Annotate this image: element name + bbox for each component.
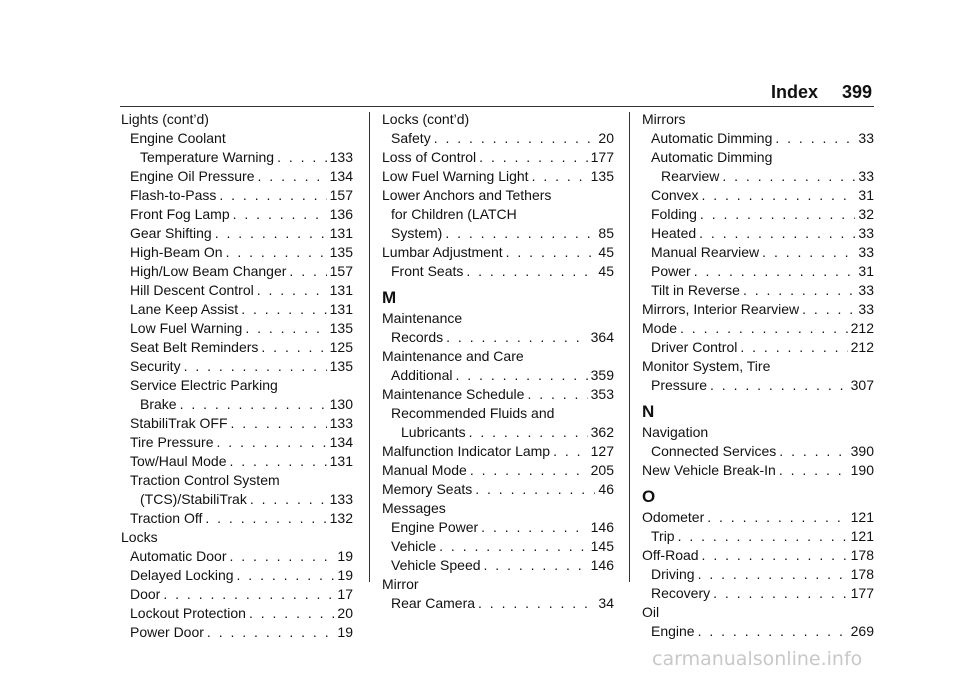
entry-label: Mirrors, Interior Rearview (642, 301, 800, 317)
entry-label: New Vehicle Break-In (642, 462, 776, 478)
entry-label: Hill Descent Control (130, 282, 254, 298)
index-heading: Locks (121, 529, 158, 545)
dot-leader (289, 262, 326, 281)
index-entry (121, 585, 353, 604)
entry-label: Engine Power (391, 519, 479, 535)
dot-leader (469, 423, 588, 442)
column-divider (369, 112, 370, 582)
dot-leader (702, 546, 848, 565)
entry-page-number: 212 (850, 339, 874, 355)
dot-leader (257, 281, 327, 300)
entry-page-number: 131 (329, 225, 353, 241)
index-entry (642, 186, 874, 205)
entry-page-number: 17 (337, 586, 353, 602)
entry-page-number: 132 (329, 510, 353, 526)
index-heading: Service Electric Parking (130, 377, 278, 393)
entry-label: Lockout Protection (130, 605, 246, 621)
entry-page-number: 133 (329, 149, 353, 165)
entry-page-number: 145 (590, 538, 614, 554)
dot-leader (553, 442, 588, 461)
entry-page-number: 177 (850, 585, 874, 601)
entry-page-number: 133 (329, 491, 353, 507)
index-entry (121, 452, 353, 471)
index-heading: Oil (642, 604, 660, 620)
index-heading: for Children (LATCH (391, 206, 517, 222)
dot-leader (445, 224, 595, 243)
index-heading: Navigation (642, 424, 709, 440)
entry-page-number: 33 (858, 282, 874, 298)
watermark: carmanualsonline.info (652, 648, 863, 670)
entry-label: Folding (651, 206, 697, 222)
index-entry (121, 414, 353, 433)
index-entry (121, 319, 353, 338)
entry-label: Manual Mode (382, 462, 467, 478)
entry-label: Off-Road (642, 547, 699, 563)
entry-page-number: 135 (329, 244, 353, 260)
index-entry (382, 243, 614, 262)
page-number: 399 (842, 82, 873, 102)
entry-label: Front Fog Lamp (130, 206, 230, 222)
entry-label: Memory Seats (382, 481, 473, 497)
entry-page-number: 20 (337, 605, 353, 621)
entry-label: Low Fuel Warning (130, 320, 243, 336)
index-entry (382, 366, 614, 385)
index-heading: Maintenance and Care (382, 348, 524, 364)
entry-page-number: 33 (858, 130, 874, 146)
entry-page-number: 131 (329, 453, 353, 469)
dot-leader (230, 452, 327, 471)
dot-leader (241, 300, 326, 319)
entry-label: Tow/Haul Mode (130, 453, 227, 469)
index-heading: Engine Coolant (130, 130, 226, 146)
index-entry (642, 262, 874, 281)
entry-label: Front Seats (391, 263, 464, 279)
index-entry (121, 167, 353, 186)
index-heading: Mirrors (642, 111, 686, 127)
dot-leader (439, 537, 587, 556)
index-entry (642, 527, 874, 546)
index-entry (642, 243, 874, 262)
entry-page-number: 121 (850, 509, 874, 525)
entry-label: Pressure (651, 377, 708, 393)
dot-leader (466, 262, 595, 281)
entry-label: Door (130, 586, 161, 602)
index-entry (642, 300, 874, 319)
index-entry (642, 338, 874, 357)
entry-page-number: 32 (858, 206, 874, 222)
dot-leader (722, 167, 855, 186)
index-entry (642, 319, 874, 338)
entry-page-number: 131 (329, 301, 353, 317)
index-entry (382, 167, 614, 186)
entry-label: Tilt in Reverse (651, 282, 740, 298)
index-entry (382, 556, 614, 575)
page-header (0, 82, 960, 106)
index-entry (642, 205, 874, 224)
index-heading: Mirror (382, 576, 419, 592)
dot-leader (701, 186, 855, 205)
entry-page-number: 178 (850, 547, 874, 563)
index-entry (642, 565, 874, 584)
index-column-2 (382, 110, 614, 613)
dot-leader (698, 622, 848, 641)
index-entry (642, 442, 874, 461)
entry-page-number: 45 (598, 244, 614, 260)
index-entry (382, 537, 614, 556)
entry-label: Recovery (651, 585, 711, 601)
dot-leader (710, 376, 848, 395)
entry-label: Malfunction Indicator Lamp (382, 443, 551, 459)
dot-leader (779, 442, 847, 461)
dot-leader (762, 243, 855, 262)
dot-leader (506, 243, 596, 262)
entry-page-number: 20 (598, 130, 614, 146)
dot-leader (434, 129, 596, 148)
dot-leader (249, 604, 334, 623)
entry-page-number: 178 (850, 566, 874, 582)
index-entry (642, 224, 874, 243)
entry-label: Driver Control (651, 339, 738, 355)
index-entry (382, 518, 614, 537)
entry-label: Power Door (130, 624, 204, 640)
entry-label: Low Fuel Warning Light (382, 168, 529, 184)
index-entry (121, 604, 353, 623)
section-title: Index (771, 82, 819, 102)
dot-leader (699, 224, 855, 243)
dot-leader (226, 243, 327, 262)
entry-page-number: 190 (850, 462, 874, 478)
dot-leader (470, 461, 588, 480)
index-entry (121, 547, 353, 566)
dot-leader (694, 262, 856, 281)
index-entry (642, 584, 874, 603)
dot-leader (680, 319, 848, 338)
index-entry (382, 224, 614, 243)
index-heading: Maintenance (382, 310, 463, 326)
entry-page-number: 390 (850, 443, 874, 459)
entry-label: Records (391, 329, 444, 345)
index-entry (121, 338, 353, 357)
dot-leader (475, 480, 595, 499)
dot-leader (180, 395, 327, 414)
entry-label: Power (651, 263, 691, 279)
index-entry (642, 546, 874, 565)
entry-page-number: 19 (337, 624, 353, 640)
index-entry (382, 594, 614, 613)
index-entry (121, 566, 353, 585)
entry-page-number: 135 (590, 168, 614, 184)
dot-leader (478, 594, 595, 613)
dot-leader (456, 366, 588, 385)
dot-leader (205, 509, 326, 528)
entry-page-number: 46 (598, 481, 614, 497)
dot-leader (163, 585, 334, 604)
entry-label: Automatic Door (130, 548, 227, 564)
dot-leader (802, 300, 855, 319)
header-rule (120, 106, 874, 107)
entry-page-number: 146 (590, 557, 614, 573)
entry-page-number: 269 (850, 623, 874, 639)
dot-leader (678, 527, 848, 546)
index-entry (121, 490, 353, 509)
entry-label: Maintenance Schedule (382, 386, 525, 402)
index-heading: Lights (cont’d) (121, 111, 209, 127)
dot-leader (743, 281, 855, 300)
index-entry (121, 224, 353, 243)
entry-page-number: 177 (590, 149, 614, 165)
entry-page-number: 157 (329, 263, 353, 279)
entry-label: Mode (642, 320, 678, 336)
index-entry (382, 385, 614, 404)
entry-label: Safety (391, 130, 431, 146)
index-column-3 (642, 110, 874, 641)
entry-page-number: 31 (858, 187, 874, 203)
index-entry (382, 148, 614, 167)
entry-label: Delayed Locking (130, 567, 234, 583)
entry-label: Temperature Warning (140, 149, 275, 165)
entry-label: High/Low Beam Changer (130, 263, 287, 279)
entry-label: Trip (651, 528, 675, 544)
dot-leader (261, 338, 326, 357)
entry-page-number: 135 (329, 320, 353, 336)
entry-page-number: 146 (590, 519, 614, 535)
index-column-1 (121, 110, 353, 642)
index-letter-heading: N (642, 402, 655, 421)
entry-page-number: 205 (590, 462, 614, 478)
index-heading: Traction Control System (130, 472, 280, 488)
index-entry (642, 281, 874, 300)
index-entry (382, 461, 614, 480)
index-heading: Lower Anchors and Tethers (382, 187, 552, 203)
index-letter-heading: O (642, 487, 656, 506)
entry-label: Flash-to-Pass (130, 187, 217, 203)
dot-leader (258, 167, 327, 186)
entry-label: Convex (651, 187, 699, 203)
entry-label: (TCS)/StabiliTrak (140, 491, 247, 507)
dot-leader (707, 508, 847, 527)
entry-label: Driving (651, 566, 695, 582)
entry-label: Rearview (661, 168, 720, 184)
entry-page-number: 353 (590, 386, 614, 402)
entry-page-number: 33 (858, 244, 874, 260)
entry-label: Seat Belt Reminders (130, 339, 259, 355)
dot-leader (700, 205, 856, 224)
index-entry (121, 395, 353, 414)
entry-page-number: 359 (590, 367, 614, 383)
index-entry (642, 129, 874, 148)
entry-page-number: 45 (598, 263, 614, 279)
index-entry (121, 262, 353, 281)
index-heading: Locks (cont’d) (382, 111, 470, 127)
entry-label: StabiliTrak OFF (130, 415, 228, 431)
index-entry (121, 186, 353, 205)
dot-leader (207, 623, 335, 642)
index-entry (121, 205, 353, 224)
dot-leader (231, 414, 327, 433)
index-heading: Recommended Fluids and (391, 405, 555, 421)
entry-page-number: 33 (858, 168, 874, 184)
entry-label: Security (130, 358, 181, 374)
entry-page-number: 121 (850, 528, 874, 544)
entry-label: Lane Keep Assist (130, 301, 239, 317)
entry-page-number: 362 (590, 424, 614, 440)
index-entry (121, 509, 353, 528)
index-heading: Messages (382, 500, 446, 516)
index-entry (382, 480, 614, 499)
dot-leader (184, 357, 327, 376)
entry-page-number: 157 (329, 187, 353, 203)
index-entry (382, 129, 614, 148)
entry-label: Vehicle Speed (391, 557, 481, 573)
dot-leader (481, 518, 587, 537)
entry-label: Manual Rearview (651, 244, 760, 260)
entry-label: Vehicle (391, 538, 437, 554)
index-entry (121, 300, 353, 319)
index-entry (121, 357, 353, 376)
dot-leader (527, 385, 587, 404)
entry-label: Engine (651, 623, 695, 639)
index-entry (642, 461, 874, 480)
entry-page-number: 136 (329, 206, 353, 222)
entry-page-number: 130 (329, 396, 353, 412)
dot-leader (479, 148, 587, 167)
entry-page-number: 125 (329, 339, 353, 355)
entry-label: Lubricants (401, 424, 466, 440)
index-heading: Automatic Dimming (651, 149, 773, 165)
entry-label: Loss of Control (382, 149, 477, 165)
index-heading: Monitor System, Tire (642, 358, 771, 374)
entry-label: Odometer (642, 509, 705, 525)
dot-leader (215, 224, 327, 243)
index-entry (121, 433, 353, 452)
dot-leader (698, 565, 848, 584)
entry-page-number: 127 (590, 443, 614, 459)
dot-leader (775, 129, 855, 148)
entry-page-number: 33 (858, 301, 874, 317)
entry-label: Traction Off (130, 510, 203, 526)
dot-leader (245, 319, 326, 338)
entry-page-number: 133 (329, 415, 353, 431)
entry-label: Automatic Dimming (651, 130, 773, 146)
entry-page-number: 19 (337, 567, 353, 583)
dot-leader (250, 490, 327, 509)
index-entry (382, 442, 614, 461)
entry-label: System) (391, 225, 443, 241)
entry-label: Brake (140, 396, 177, 412)
entry-page-number: 134 (329, 168, 353, 184)
entry-label: Lumbar Adjustment (382, 244, 503, 260)
entry-label: Connected Services (651, 443, 777, 459)
entry-label: Gear Shifting (130, 225, 212, 241)
entry-page-number: 31 (858, 263, 874, 279)
index-entry (642, 376, 874, 395)
index-letter-heading: M (382, 288, 397, 307)
dot-leader (233, 205, 327, 224)
entry-page-number: 34 (598, 595, 614, 611)
entry-page-number: 307 (850, 377, 874, 393)
entry-page-number: 212 (850, 320, 874, 336)
index-entry (121, 623, 353, 642)
dot-leader (740, 338, 847, 357)
index-entry (382, 328, 614, 347)
dot-leader (532, 167, 588, 186)
entry-label: Additional (391, 367, 453, 383)
dot-leader (237, 566, 335, 585)
index-entry (642, 167, 874, 186)
dot-leader (219, 186, 326, 205)
entry-label: Engine Oil Pressure (130, 168, 255, 184)
dot-leader (277, 148, 327, 167)
index-entry (642, 622, 874, 641)
index-entry (121, 148, 353, 167)
entry-label: Tire Pressure (130, 434, 214, 450)
index-entry (121, 281, 353, 300)
entry-label: Heated (651, 225, 697, 241)
column-divider (629, 112, 630, 582)
dot-leader (217, 433, 327, 452)
entry-page-number: 19 (337, 548, 353, 564)
entry-page-number: 131 (329, 282, 353, 298)
entry-page-number: 85 (598, 225, 614, 241)
entry-page-number: 33 (858, 225, 874, 241)
dot-leader (713, 584, 848, 603)
dot-leader (229, 547, 334, 566)
entry-label: Rear Camera (391, 595, 476, 611)
index-entry (121, 243, 353, 262)
index-entry (382, 423, 614, 442)
index-entry (382, 262, 614, 281)
dot-leader (484, 556, 588, 575)
dot-leader (446, 328, 588, 347)
dot-leader (779, 461, 848, 480)
entry-page-number: 364 (590, 329, 614, 345)
entry-page-number: 135 (329, 358, 353, 374)
entry-label: High-Beam On (130, 244, 223, 260)
index-entry (642, 508, 874, 527)
entry-page-number: 134 (329, 434, 353, 450)
